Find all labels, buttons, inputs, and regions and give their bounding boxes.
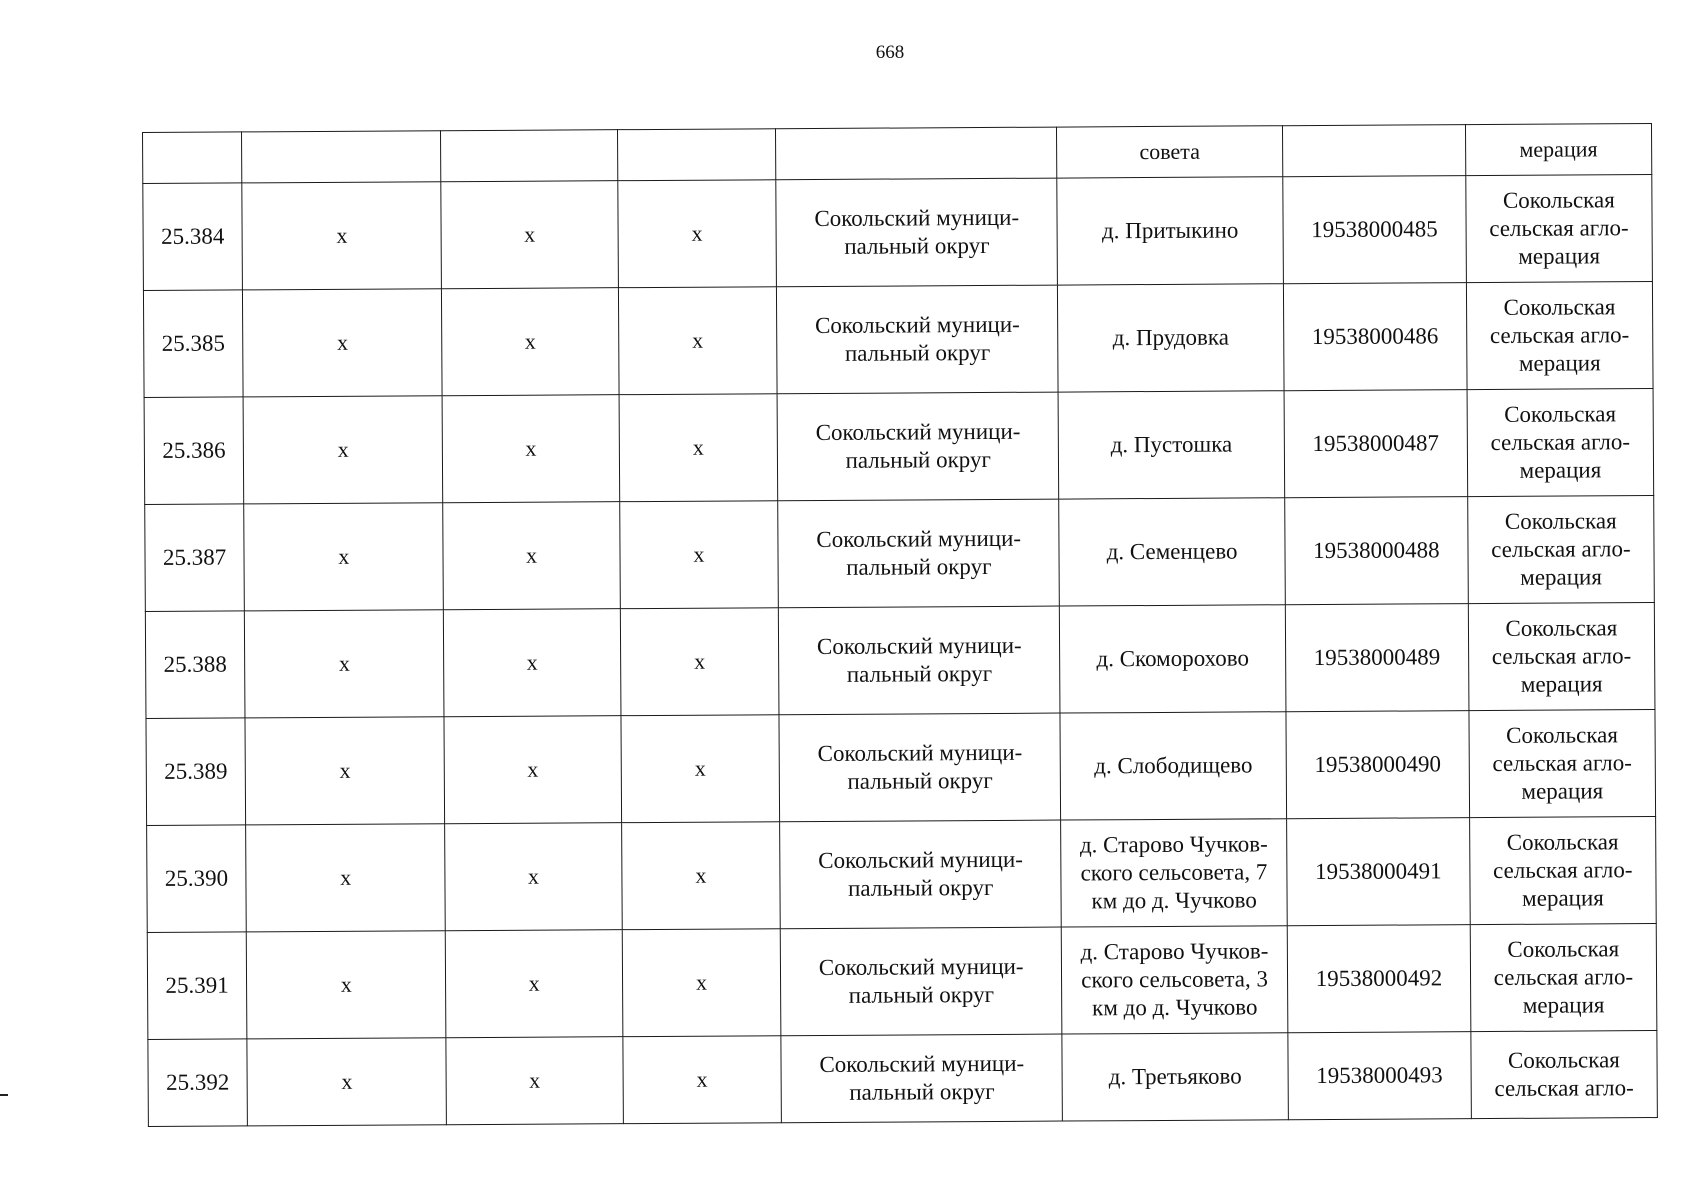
code-cell: 19538000493 <box>1288 1032 1471 1120</box>
district-cell: Сокольский муници-пальный округ <box>776 178 1057 287</box>
district-cell: Сокольский муници-пальный округ <box>777 392 1058 501</box>
table-row <box>147 924 1657 1040</box>
page-number: 668 <box>875 42 905 63</box>
header-cell <box>441 130 618 182</box>
x-cell: х <box>244 503 444 611</box>
x-cell: х <box>621 715 780 823</box>
x-cell: х <box>622 929 781 1037</box>
settlement-cell: д. Притыкино <box>1057 177 1283 285</box>
code-cell: 19538000491 <box>1287 818 1470 926</box>
header-cell: совета <box>1057 126 1283 178</box>
x-cell: х <box>245 717 445 825</box>
settlement-cell: д. Старово Чучков-ского сельсовета, 3 км до д. Чучково <box>1061 926 1287 1034</box>
table-row <box>146 710 1656 826</box>
x-cell: х <box>446 930 623 1038</box>
continued-header-row <box>143 124 1652 184</box>
code-cell: 19538000490 <box>1286 711 1469 819</box>
settlement-table <box>142 123 1658 1127</box>
x-cell: х <box>444 609 621 717</box>
code-cell: 19538000487 <box>1284 390 1467 498</box>
header-cell <box>617 129 776 181</box>
x-cell: х <box>618 180 777 288</box>
x-cell: х <box>621 822 780 930</box>
agglomeration-cell: Сокольская сельская агло-мерация <box>1469 710 1656 818</box>
agglomeration-cell: Сокольская сельская агло- <box>1471 1031 1658 1119</box>
settlement-cell: д. Прудовка <box>1058 284 1284 392</box>
table-row <box>148 1031 1657 1127</box>
table-row <box>145 603 1655 719</box>
header-cell <box>242 131 442 183</box>
table-row <box>144 389 1654 505</box>
x-cell: х <box>445 823 622 931</box>
settlement-cell: д. Старово Чучков-ского сельсовета, 7 км до д. Чучково <box>1061 819 1287 927</box>
settlement-cell: д. Слободищево <box>1060 712 1286 820</box>
row-number-cell: 25.392 <box>148 1039 248 1127</box>
row-number-cell: 25.390 <box>147 825 247 933</box>
agglomeration-cell: Сокольская сельская агло-мерация <box>1469 817 1656 925</box>
row-number-cell: 25.387 <box>145 504 245 612</box>
x-cell: х <box>623 1036 782 1124</box>
code-cell: 19538000489 <box>1285 604 1468 712</box>
agglomeration-cell: Сокольская сельская агло-мерация <box>1468 603 1655 711</box>
x-cell: х <box>441 181 618 289</box>
district-cell: Сокольский муници-пальный округ <box>779 606 1060 715</box>
table-row <box>147 817 1657 933</box>
x-cell: х <box>442 288 619 396</box>
district-cell: Сокольский муници-пальный округ <box>781 1034 1062 1123</box>
x-cell: х <box>620 608 779 716</box>
code-cell: 19538000488 <box>1285 497 1468 605</box>
x-cell: х <box>619 501 778 609</box>
header-cell <box>776 127 1057 180</box>
row-number-cell: 25.388 <box>145 611 245 719</box>
settlement-cell: д. Третьяково <box>1062 1033 1288 1121</box>
x-cell: х <box>618 287 777 395</box>
code-cell: 19538000492 <box>1287 925 1470 1033</box>
table-row <box>145 496 1655 612</box>
margin-mark <box>0 1094 8 1096</box>
x-cell: х <box>246 824 446 932</box>
agglomeration-cell: Сокольская сельская агло-мерация <box>1467 389 1654 497</box>
settlement-cell: д. Скоморохово <box>1060 605 1286 713</box>
x-cell: х <box>246 931 446 1039</box>
row-number-cell: 25.391 <box>147 932 247 1040</box>
x-cell: х <box>443 395 620 503</box>
row-number-cell: 25.384 <box>143 183 243 291</box>
district-cell: Сокольский муници-пальный округ <box>777 285 1058 394</box>
table-row <box>143 175 1653 291</box>
row-number-cell: 25.385 <box>143 290 243 398</box>
header-cell <box>143 132 242 184</box>
agglomeration-cell: Сокольская сельская агло-мерация <box>1466 282 1653 390</box>
table-row <box>143 282 1653 398</box>
district-cell: Сокольский муници-пальный округ <box>779 713 1060 822</box>
x-cell: х <box>244 610 444 718</box>
x-cell: х <box>619 394 778 502</box>
x-cell: х <box>443 502 620 610</box>
row-number-cell: 25.389 <box>146 718 246 826</box>
code-cell: 19538000485 <box>1283 176 1466 284</box>
district-cell: Сокольский муници-пальный округ <box>781 927 1062 1036</box>
x-cell: х <box>243 396 443 504</box>
row-number-cell: 25.386 <box>144 397 244 505</box>
district-cell: Сокольский муници-пальный округ <box>778 499 1059 608</box>
code-cell: 19538000486 <box>1283 283 1466 391</box>
x-cell: х <box>243 289 443 397</box>
agglomeration-cell: Сокольская сельская агло-мерация <box>1466 175 1653 283</box>
x-cell: х <box>444 716 621 824</box>
x-cell: х <box>446 1037 623 1125</box>
settlement-cell: д. Семенцево <box>1059 498 1285 606</box>
header-cell: мерация <box>1465 124 1652 176</box>
district-cell: Сокольский муници-пальный округ <box>780 820 1061 929</box>
settlement-cell: д. Пустошка <box>1058 391 1284 499</box>
agglomeration-cell: Сокольская сельская агло-мерация <box>1470 924 1657 1032</box>
agglomeration-cell: Сокольская сельская агло-мерация <box>1467 496 1654 604</box>
x-cell: х <box>247 1038 447 1126</box>
x-cell: х <box>242 182 442 290</box>
header-cell <box>1282 125 1465 177</box>
